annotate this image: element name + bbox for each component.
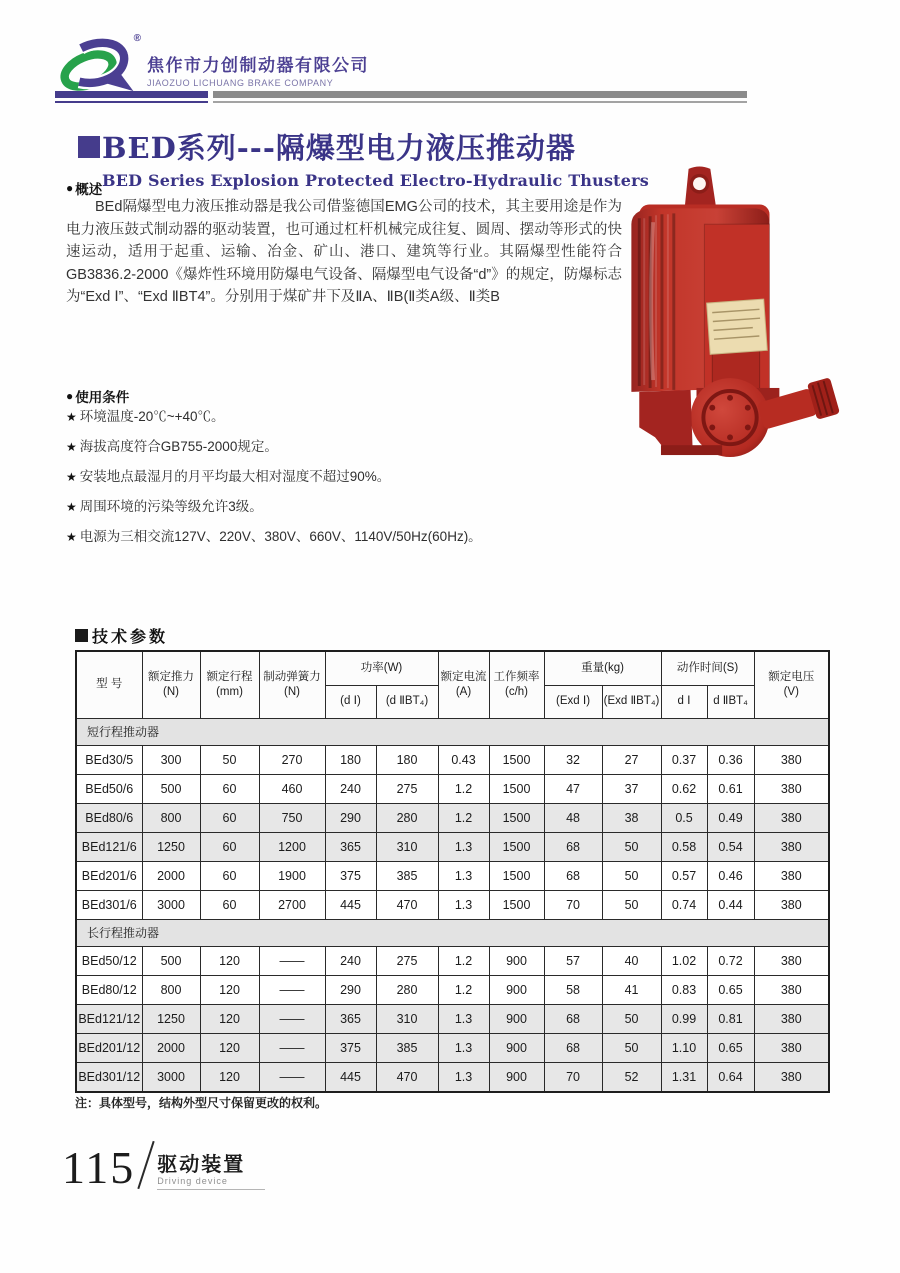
value-cell: 2000 — [142, 861, 200, 890]
value-cell: 240 — [325, 946, 376, 975]
table-row — [76, 946, 829, 975]
value-cell: 0.44 — [707, 890, 754, 919]
value-cell: 120 — [200, 1062, 259, 1092]
table-header — [76, 651, 829, 718]
value-cell: 0.36 — [707, 745, 754, 774]
value-cell: 1.31 — [661, 1062, 707, 1092]
brand-text — [147, 41, 369, 88]
value-cell: 240 — [325, 774, 376, 803]
registered-trademark-icon: ® — [133, 33, 141, 44]
value-cell: 120 — [200, 975, 259, 1004]
col-stroke-l1: 额定行程 — [206, 670, 253, 683]
col-voltage — [754, 651, 829, 718]
value-cell: 270 — [259, 745, 325, 774]
value-cell: 0.58 — [661, 832, 707, 861]
col-model: 型 号 — [76, 651, 142, 718]
col-time-d2: d ⅡBT₄ — [707, 685, 754, 718]
value-cell: 0.64 — [707, 1062, 754, 1092]
value-cell: 380 — [754, 745, 829, 774]
value-cell: 1500 — [489, 832, 544, 861]
value-cell: 380 — [754, 1004, 829, 1033]
value-cell: 385 — [376, 1033, 438, 1062]
page-footer — [62, 1140, 265, 1193]
value-cell: 48 — [544, 803, 602, 832]
condition-item — [66, 492, 482, 522]
value-cell: 380 — [754, 1033, 829, 1062]
model-cell: BEd301/12 — [76, 1062, 142, 1092]
value-cell: 375 — [325, 1033, 376, 1062]
col-power-group: 功率(W) — [325, 651, 438, 685]
star-icon: ★ — [66, 410, 77, 424]
value-cell: 1.10 — [661, 1033, 707, 1062]
col-spring-l1: 制动弹簧力 — [263, 670, 321, 683]
value-cell: 470 — [376, 1062, 438, 1092]
value-cell: 380 — [754, 861, 829, 890]
value-cell: 37 — [602, 774, 661, 803]
col-power-d2: (d ⅡBT₄) — [376, 685, 438, 718]
value-cell: 0.83 — [661, 975, 707, 1004]
product-image — [607, 163, 859, 459]
value-cell: 1500 — [489, 803, 544, 832]
value-cell: 300 — [142, 745, 200, 774]
table-body — [76, 718, 829, 1092]
value-cell: 0.65 — [707, 1033, 754, 1062]
value-cell: 2700 — [259, 890, 325, 919]
value-cell: 58 — [544, 975, 602, 1004]
value-cell: 68 — [544, 1033, 602, 1062]
model-cell: BEd30/5 — [76, 745, 142, 774]
condition-item — [66, 522, 482, 552]
table-section-label: 短行程推动器 — [76, 718, 829, 745]
divider-gray-line — [213, 101, 747, 103]
value-cell: 0.72 — [707, 946, 754, 975]
value-cell: 310 — [376, 1004, 438, 1033]
value-cell: 1250 — [142, 832, 200, 861]
col-weight-group: 重量(kg) — [544, 651, 661, 685]
value-cell: 1500 — [489, 774, 544, 803]
value-cell: 0.81 — [707, 1004, 754, 1033]
value-cell: 1.3 — [438, 1033, 489, 1062]
company-name-cn: 焦作市力创制动器有限公司 — [147, 55, 369, 75]
value-cell: 900 — [489, 1062, 544, 1092]
model-cell: BEd121/6 — [76, 832, 142, 861]
footer-section-cn: 驱动装置 — [157, 1154, 246, 1176]
title-square-icon — [78, 136, 100, 158]
footer-section — [157, 1155, 265, 1190]
value-cell: 70 — [544, 890, 602, 919]
value-cell: 380 — [754, 1062, 829, 1092]
value-cell: 1500 — [489, 745, 544, 774]
value-cell: 0.54 — [707, 832, 754, 861]
value-cell: 0.74 — [661, 890, 707, 919]
value-cell: 380 — [754, 946, 829, 975]
value-cell: 275 — [376, 946, 438, 975]
value-cell: 380 — [754, 774, 829, 803]
value-cell: 1.2 — [438, 975, 489, 1004]
model-cell: BEd80/12 — [76, 975, 142, 1004]
table-row — [76, 803, 829, 832]
value-cell: 0.61 — [707, 774, 754, 803]
col-voltage-l2: (V) — [783, 685, 799, 698]
value-cell: 380 — [754, 803, 829, 832]
col-spring — [259, 651, 325, 718]
value-cell: 52 — [602, 1062, 661, 1092]
value-cell: 60 — [200, 803, 259, 832]
value-cell: 1250 — [142, 1004, 200, 1033]
value-cell: 3000 — [142, 890, 200, 919]
value-cell: 60 — [200, 774, 259, 803]
value-cell: 3000 — [142, 1062, 200, 1092]
value-cell: 470 — [376, 890, 438, 919]
brand-header — [55, 33, 369, 95]
table-row — [76, 975, 829, 1004]
value-cell: 41 — [602, 975, 661, 1004]
col-stroke — [200, 651, 259, 718]
footer-slash-icon — [138, 1141, 155, 1189]
value-cell: 50 — [602, 890, 661, 919]
col-current-l1: 额定电流 — [440, 670, 487, 683]
company-logo-icon — [55, 33, 139, 95]
title-block — [78, 126, 649, 190]
value-cell: 460 — [259, 774, 325, 803]
value-cell: 0.5 — [661, 803, 707, 832]
condition-item-text: 环境温度-20℃~+40℃。 — [79, 409, 225, 424]
value-cell: 0.65 — [707, 975, 754, 1004]
table-row — [76, 890, 829, 919]
value-cell: 365 — [325, 832, 376, 861]
value-cell: 50 — [602, 1033, 661, 1062]
value-cell: 1.2 — [438, 946, 489, 975]
value-cell: 0.46 — [707, 861, 754, 890]
value-cell: 57 — [544, 946, 602, 975]
value-cell: 180 — [325, 745, 376, 774]
value-cell: 1500 — [489, 890, 544, 919]
value-cell: —— — [259, 1062, 325, 1092]
value-cell: 375 — [325, 861, 376, 890]
page-title-en: BED Series Explosion Protected Electro-Hydraulic Thusters — [102, 171, 649, 190]
value-cell: 68 — [544, 1004, 602, 1033]
model-cell: BEd201/12 — [76, 1033, 142, 1062]
col-time-d1: d Ⅰ — [661, 685, 707, 718]
value-cell: 385 — [376, 861, 438, 890]
col-power-d1: (d Ⅰ) — [325, 685, 376, 718]
value-cell: 275 — [376, 774, 438, 803]
divider-gray-bar — [213, 91, 747, 98]
value-cell: —— — [259, 975, 325, 1004]
value-cell: 750 — [259, 803, 325, 832]
condition-item-text: 周围环境的污染等级允许3级。 — [79, 499, 263, 514]
condition-item — [66, 462, 482, 492]
table-section-label: 长行程推动器 — [76, 919, 829, 946]
col-stroke-l2: (mm) — [216, 685, 243, 698]
condition-item-text: 安装地点最湿月的月平均最大相对湿度不超过90%。 — [79, 469, 391, 484]
divider-accent-bar — [55, 91, 208, 98]
page-title — [78, 126, 649, 167]
table-row — [76, 745, 829, 774]
page-number: 115 — [62, 1142, 136, 1193]
value-cell: 1.02 — [661, 946, 707, 975]
table-row — [76, 1062, 829, 1092]
value-cell: 1.3 — [438, 861, 489, 890]
table-row — [76, 1004, 829, 1033]
value-cell: 0.49 — [707, 803, 754, 832]
value-cell: 1.3 — [438, 1004, 489, 1033]
page-title-cn: BED系列---隔爆型电力液压推动器 — [102, 131, 576, 165]
value-cell: 280 — [376, 803, 438, 832]
col-time-group: 动作时间(S) — [661, 651, 754, 685]
value-cell: 38 — [602, 803, 661, 832]
value-cell: —— — [259, 1004, 325, 1033]
value-cell: 0.99 — [661, 1004, 707, 1033]
model-cell: BEd301/6 — [76, 890, 142, 919]
value-cell: 500 — [142, 946, 200, 975]
value-cell: 1.2 — [438, 774, 489, 803]
col-thrust-l1: 额定推力 — [148, 670, 194, 683]
value-cell: 1.3 — [438, 1062, 489, 1092]
conditions-heading-label: 使用条件 — [75, 390, 130, 405]
col-current-l2: (A) — [455, 685, 472, 698]
value-cell: 900 — [489, 1033, 544, 1062]
overview-heading-label: 概述 — [75, 182, 103, 197]
value-cell: 310 — [376, 832, 438, 861]
footer-section-en: Driving device — [157, 1176, 228, 1186]
bullet-icon: ● — [66, 181, 74, 195]
overview-heading — [66, 178, 102, 198]
value-cell: 50 — [602, 832, 661, 861]
model-cell: BEd50/6 — [76, 774, 142, 803]
value-cell: 380 — [754, 975, 829, 1004]
condition-item-text: 电源为三相交流127V、220V、380V、660V、1140V/50Hz(60Hz)。 — [79, 529, 482, 544]
value-cell: 800 — [142, 975, 200, 1004]
table-row — [76, 832, 829, 861]
divider-accent-line — [55, 101, 208, 103]
value-cell: 47 — [544, 774, 602, 803]
value-cell: 120 — [200, 946, 259, 975]
value-cell: 120 — [200, 1004, 259, 1033]
model-cell: BEd201/6 — [76, 861, 142, 890]
value-cell: 50 — [602, 1004, 661, 1033]
value-cell: —— — [259, 946, 325, 975]
value-cell: 290 — [325, 975, 376, 1004]
col-weight-exd1: (Exd Ⅰ) — [544, 685, 602, 718]
header-divider — [55, 91, 755, 105]
condition-item — [66, 402, 482, 432]
value-cell: 70 — [544, 1062, 602, 1092]
value-cell: 500 — [142, 774, 200, 803]
tech-parameters-table — [75, 650, 830, 1093]
value-cell: 180 — [376, 745, 438, 774]
square-icon — [75, 629, 88, 642]
value-cell: 32 — [544, 745, 602, 774]
col-frequency — [489, 651, 544, 718]
col-thrust-l2: (N) — [163, 685, 179, 698]
condition-item-text: 海拔高度符合GB755-2000规定。 — [79, 439, 278, 454]
value-cell: 27 — [602, 745, 661, 774]
value-cell: 40 — [602, 946, 661, 975]
bullet-icon: ● — [66, 389, 74, 403]
value-cell: 0.43 — [438, 745, 489, 774]
star-icon: ★ — [66, 500, 77, 514]
table-row — [76, 861, 829, 890]
value-cell: 445 — [325, 1062, 376, 1092]
col-thrust — [142, 651, 200, 718]
value-cell: 900 — [489, 975, 544, 1004]
table-row — [76, 1033, 829, 1062]
value-cell: 2000 — [142, 1033, 200, 1062]
value-cell: 800 — [142, 803, 200, 832]
value-cell: 60 — [200, 861, 259, 890]
value-cell: 68 — [544, 861, 602, 890]
table-section-row — [76, 718, 829, 745]
conditions-list — [66, 402, 482, 552]
col-current — [438, 651, 489, 718]
value-cell: 1.3 — [438, 832, 489, 861]
star-icon: ★ — [66, 470, 77, 484]
star-icon: ★ — [66, 440, 77, 454]
value-cell: 60 — [200, 890, 259, 919]
star-icon: ★ — [66, 530, 77, 544]
tech-heading-label: 技术参数 — [92, 629, 169, 646]
model-cell: BEd80/6 — [76, 803, 142, 832]
company-name-en: JIAOZUO LICHUANG BRAKE COMPANY — [147, 77, 334, 88]
value-cell: 900 — [489, 946, 544, 975]
table-row — [76, 774, 829, 803]
value-cell: 1.3 — [438, 890, 489, 919]
value-cell: 0.57 — [661, 861, 707, 890]
col-frequency-l1: 工作频率 — [493, 670, 540, 683]
col-voltage-l1: 额定电压 — [768, 670, 815, 683]
value-cell: 68 — [544, 832, 602, 861]
value-cell: 280 — [376, 975, 438, 1004]
col-frequency-l2: (c/h) — [505, 685, 529, 698]
value-cell: 60 — [200, 832, 259, 861]
model-cell: BEd50/12 — [76, 946, 142, 975]
value-cell: 0.62 — [661, 774, 707, 803]
value-cell: 290 — [325, 803, 376, 832]
value-cell: 1.2 — [438, 803, 489, 832]
value-cell: 445 — [325, 890, 376, 919]
table-section-row — [76, 919, 829, 946]
value-cell: 1900 — [259, 861, 325, 890]
table-note: 注：具体型号，结构外型尺寸保留更改的权利。 — [75, 1096, 328, 1110]
overview-paragraph: BEd隔爆型电力液压推动器是我公司借鉴德国EMG公司的技术，其主要用途是作为电力液压鼓式制动器的驱动装置，也可通过杠杆机械完成往复、圆周、摆动等形式的快速运动，适用于起重、运输、冶金、矿山、港口、建筑等行业。其隔爆型性能符合GB3836.2-2000《爆炸性环境用防爆电气设备、隔爆型电气设备“d”》的规定，防爆标志为“Exd Ⅰ”、“Exd ⅡBT4”。分别用于煤矿井下及ⅡA、ⅡB(Ⅱ类A级、Ⅱ类B — [66, 199, 622, 305]
value-cell: 380 — [754, 890, 829, 919]
model-cell: BEd121/12 — [76, 1004, 142, 1033]
value-cell: 1500 — [489, 861, 544, 890]
col-spring-l2: (N) — [284, 685, 300, 698]
value-cell: —— — [259, 1033, 325, 1062]
value-cell: 365 — [325, 1004, 376, 1033]
value-cell: 1200 — [259, 832, 325, 861]
value-cell: 0.37 — [661, 745, 707, 774]
value-cell: 380 — [754, 832, 829, 861]
value-cell: 50 — [200, 745, 259, 774]
value-cell: 50 — [602, 861, 661, 890]
tech-heading — [75, 624, 168, 647]
value-cell: 900 — [489, 1004, 544, 1033]
condition-item — [66, 432, 482, 462]
value-cell: 120 — [200, 1033, 259, 1062]
col-weight-exd2: (Exd ⅡBT₄) — [602, 685, 661, 718]
